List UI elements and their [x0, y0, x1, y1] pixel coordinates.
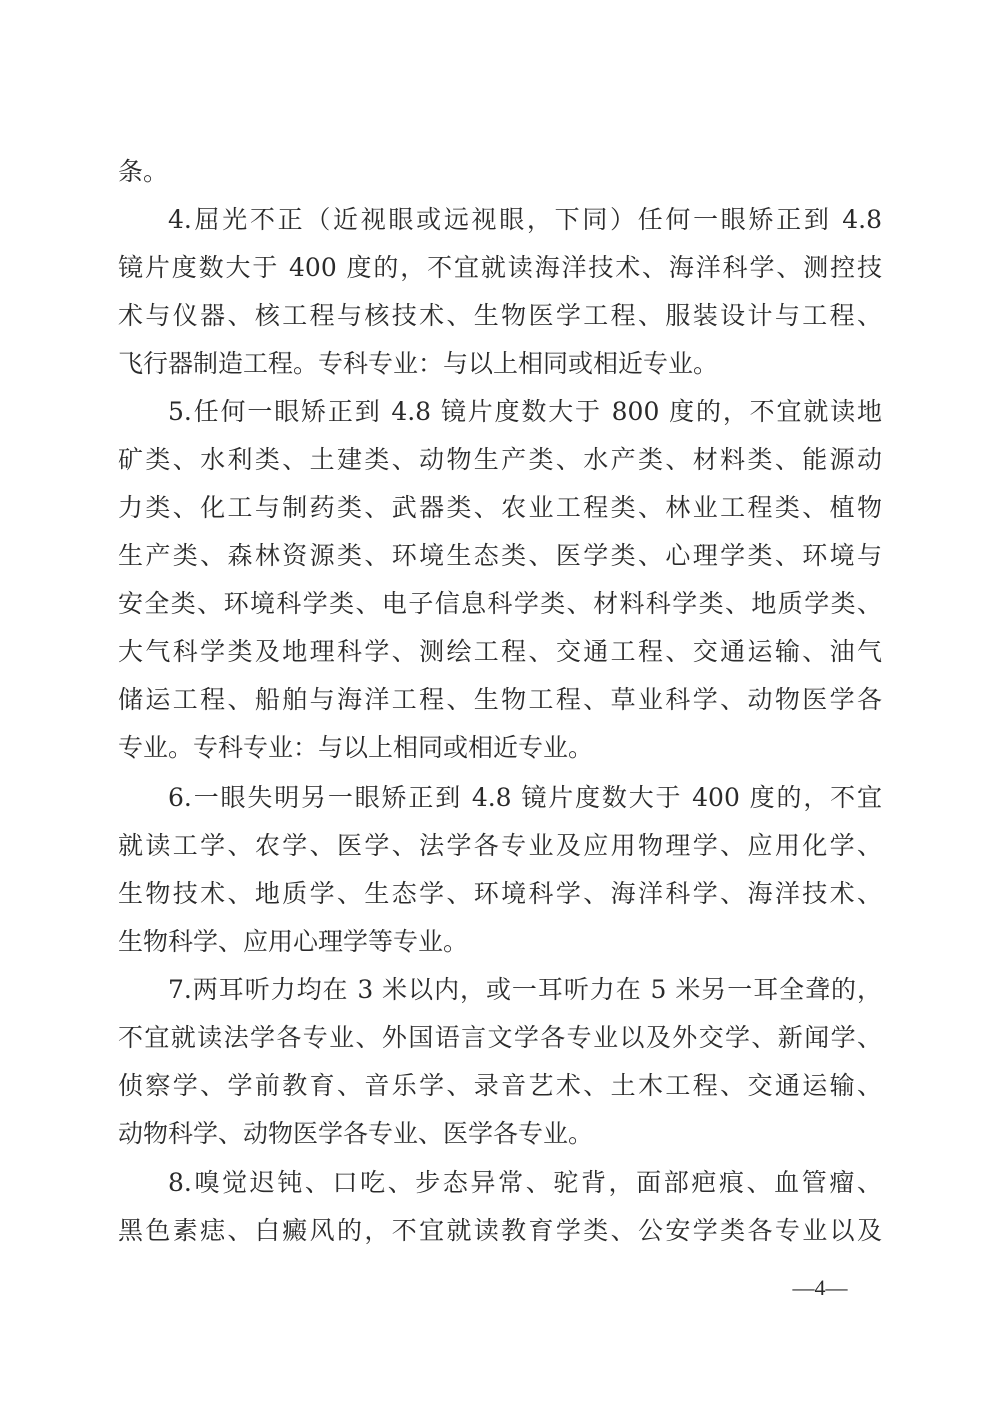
item-7-line: 不宜就读法学各专业、外国语言文学各专业以及外交学、新闻学、: [118, 1023, 882, 1052]
item-7-line: 侦察学、学前教育、音乐学、录音艺术、土木工程、交通运输、: [118, 1071, 882, 1100]
item-6-line: 6.一眼失明另一眼矫正到 4.8 镜片度数大于 400 度的，不宜: [168, 783, 882, 812]
item-5-line: 大气科学类及地理科学、测绘工程、交通工程、交通运输、油气: [118, 637, 882, 666]
item-5-line: 5.任何一眼矫正到 4.8 镜片度数大于 800 度的，不宜就读地: [168, 397, 882, 426]
item-6-line: 生物科学、应用心理学等专业。: [118, 927, 469, 956]
item-6-line: 就读工学、农学、医学、法学各专业及应用物理学、应用化学、: [118, 831, 882, 860]
item-7-line: 动物科学、动物医学各专业、医学各专业。: [118, 1119, 594, 1148]
item-4-line: 术与仪器、核工程与核技术、生物医学工程、服装设计与工程、: [118, 301, 882, 330]
item-4-line: 飞行器制造工程。专科专业：与以上相同或相近专业。: [118, 349, 719, 378]
item-7-line: 7.两耳听力均在 3 米以内，或一耳听力在 5 米另一耳全聋的，: [168, 975, 882, 1004]
item-4-line: 镜片度数大于 400 度的，不宜就读海洋技术、海洋科学、测控技: [118, 253, 882, 282]
item-5-line: 专业。专科专业：与以上相同或相近专业。: [118, 733, 594, 762]
item-6-line: 生物技术、地质学、生态学、环境科学、海洋科学、海洋技术、: [118, 879, 882, 908]
page-number: —4—: [792, 1275, 848, 1300]
item-8-line: 8.嗅觉迟钝、口吃、步态异常、驼背，面部疤痕、血管瘤、: [168, 1168, 882, 1197]
item-5-line: 生产类、森林资源类、环境生态类、医学类、心理学类、环境与: [118, 541, 882, 570]
paragraph-continuation-line: 条。: [118, 157, 169, 186]
item-5-line: 储运工程、船舶与海洋工程、生物工程、草业科学、动物医学各: [118, 685, 882, 714]
item-5-line: 安全类、环境科学类、电子信息科学类、材料科学类、地质学类、: [118, 589, 882, 618]
item-5-line: 矿类、水利类、土建类、动物生产类、水产类、材料类、能源动: [118, 445, 882, 474]
item-4-line: 4.屈光不正（近视眼或远视眼，下同）任何一眼矫正到 4.8: [168, 205, 882, 234]
item-5-line: 力类、化工与制药类、武器类、农业工程类、林业工程类、植物: [118, 493, 882, 522]
item-8-line: 黑色素痣、白癜风的，不宜就读教育学类、公安学类各专业以及: [118, 1216, 882, 1245]
